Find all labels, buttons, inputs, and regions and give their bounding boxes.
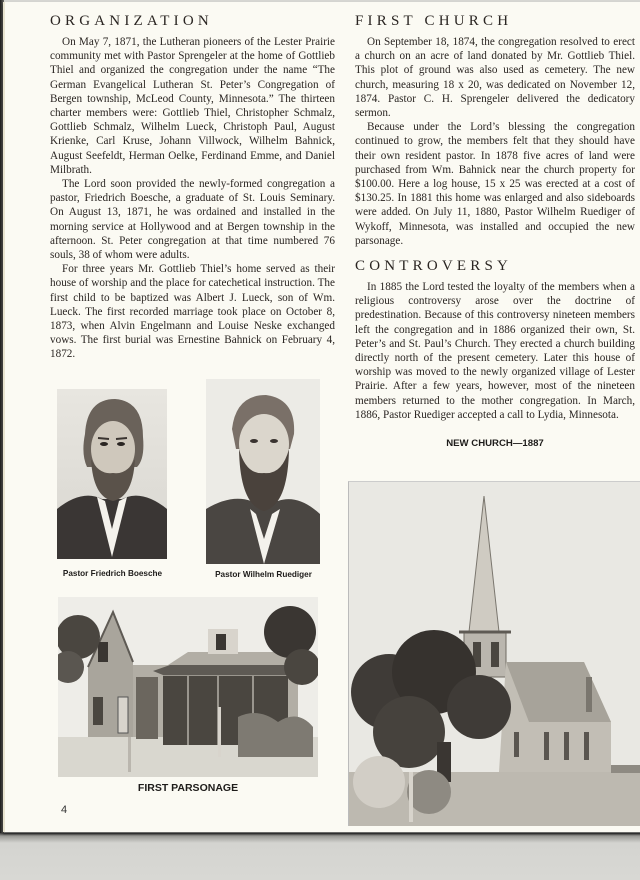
paragraph: In 1885 the Lord tested the loyalty of the members when a religious controversy arose over the doctrine of predestination. Because of this controversy nineteen members left the congregation and in 1886 organized their own, St. Peter’s and St. Paul’s Church. They erected a church building directly north of the present cemetery. Later this house of worship was moved to the newly organized village of Lester Prairie. After a few years, however, most of the nineteen members returned to the mother congregation. In March, 1886, Pastor Ruediger accepted a call to Lydia, Minnesota. (355, 281, 635, 421)
book-page (3, 2, 640, 832)
portrait-boesche (57, 389, 167, 559)
portrait-boesche-image (57, 389, 167, 559)
controversy-text (355, 280, 635, 422)
photo-first-parsonage (58, 597, 318, 777)
caption-first-parsonage: FIRST PARSONAGE (137, 782, 239, 794)
paragraph: The Lord soon provided the newly-formed congregation a pastor, Friedrich Boesche, a graduate of St. Louis Seminary. On August 13, 1871, he was ordained and installed in the morning service at Hollywood and at Bergen township in the afternoon. St. Peter congregation at that time numbered 76 souls, 38 of whom were adults. (50, 178, 335, 262)
new-church-image (349, 482, 640, 826)
organization-text (50, 35, 335, 362)
heading-organization: ORGANIZATION (50, 13, 213, 29)
photo-new-church (348, 481, 640, 826)
paragraph: On May 7, 1871, the Lutheran pioneers of the Lester Prairie community met with Pastor Sprengeler at the home of Gottlieb Thiel and organized the congregation under the name “The German Evangelical Lutheran St. Peter’s Congregation of Bergen township, McLeod County, Minnesota.” The thirteen charter members were: Gottlieb Thiel, Christopher Schmalz, Gottlieb Schmalz, Wilhelm Lueck, Christoph Paul, August Krienke, Carl Kruse, Johann Villwock, Wilhelm Bahnick, August Seefeldt, Herman Oelke, Ferdinand Emme, and Daniel Milbrath. (50, 36, 335, 176)
heading-controversy: CONTROVERSY (355, 258, 513, 274)
parsonage-image (58, 597, 318, 777)
page-number: 4 (61, 804, 68, 816)
portrait-ruediger-image (206, 379, 320, 564)
caption-boesche: Pastor Friedrich Boesche (62, 569, 163, 578)
paragraph: Because under the Lord’s blessing the congregation continued to grow, the members felt that they should have their own resident pastor. In 1878 five acres of land were purchased from Wm. Bahnick near the church property for $100.00. Here a log house, 15 x 25 was erected at a cost of $130.25. In 1881 this home was enlarged and also sideboards were added. On July 11, 1880, Pastor Wilhelm Ruediger of Wykoff, Minnesota, was installed and occupied the new parsonage. (355, 121, 635, 247)
heading-first-church: FIRST CHURCH (355, 13, 513, 29)
paragraph: On September 18, 1874, the congregation resolved to erect a church on an acre of land donated by Mr. Gottlieb Thiel. This plot of ground was also used as cemetery. The new church, measuring 18 x 20, was dedicated on November 12, 1874. Pastor C. H. Sprengeler delivered the dedicatory sermon. (355, 36, 635, 120)
first-church-text (355, 35, 635, 248)
caption-new-church: NEW CHURCH—1887 (446, 438, 544, 449)
caption-ruediger: Pastor Wilhelm Ruediger (215, 570, 312, 579)
scanner-bed (0, 833, 640, 880)
portrait-ruediger (206, 379, 320, 564)
paragraph: For three years Mr. Gottlieb Thiel’s home served as their house of worship and the place for catechetical instruction. The first child to be baptized was Albert J. Lueck, son of Wm. Lueck. The first recorded marriage took place on October 8, 1873, when Alvin Engelmann and Louise Neske exchanged vows. The first burial was Ernestine Bahnick on February 4, 1872. (50, 263, 335, 361)
